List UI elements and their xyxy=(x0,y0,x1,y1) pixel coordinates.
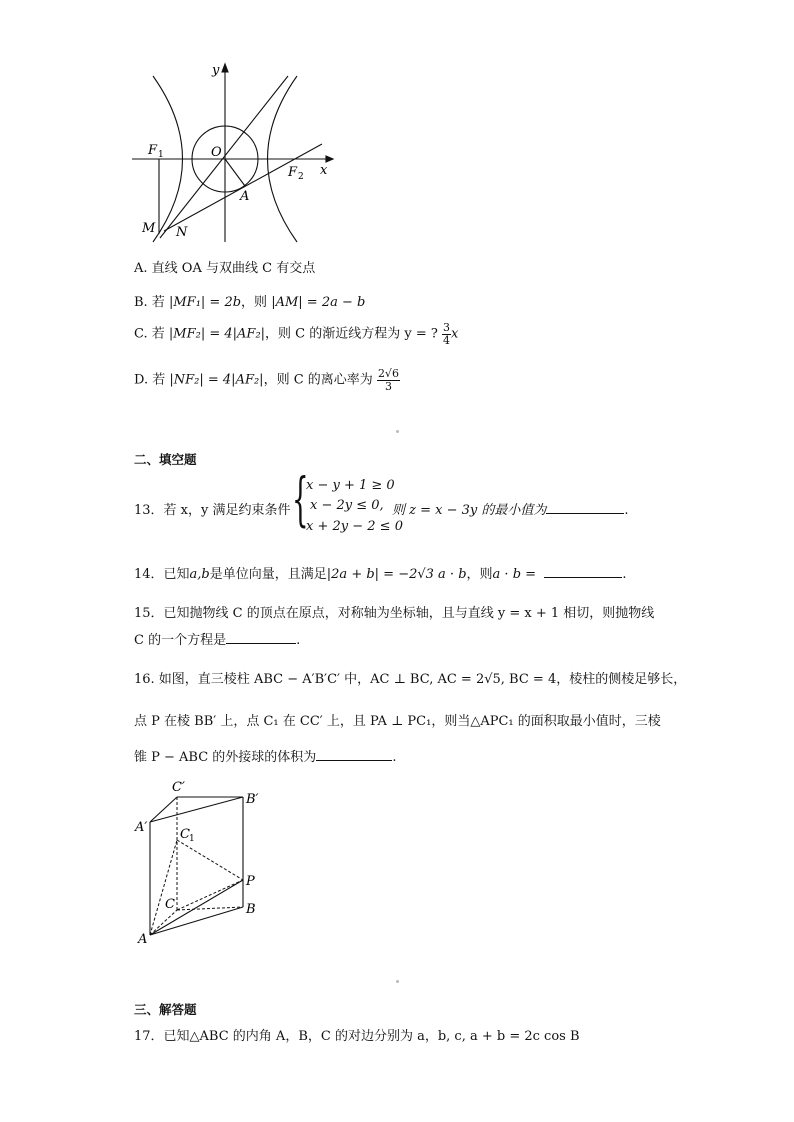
option-D-num: 2√6 xyxy=(377,367,399,380)
label-C1: C xyxy=(180,827,190,842)
q16-end: . xyxy=(392,750,397,765)
option-D-prefix: D. xyxy=(134,372,149,388)
prism-figure xyxy=(130,775,280,950)
label-C1-sub: 1 xyxy=(189,834,195,844)
option-C-t3: x xyxy=(451,326,459,342)
tangent-line-NF2 xyxy=(164,144,322,231)
q14-end: . xyxy=(622,567,627,582)
option-B-prefix: B. xyxy=(134,295,148,310)
option-C xyxy=(134,322,458,346)
label-A: A xyxy=(240,189,250,204)
asymptote-line xyxy=(160,76,288,238)
label-N: N xyxy=(176,225,188,240)
option-A-text: 直线 OA 与双曲线 C 有交点 xyxy=(151,261,316,276)
q13-c2: x − 2y ≤ 0, xyxy=(310,498,384,513)
option-C-den: 4 xyxy=(443,333,451,347)
q14-answer-blank[interactable] xyxy=(544,565,622,578)
option-D-fraction xyxy=(377,368,400,392)
page-dot-2 xyxy=(396,980,399,983)
q13-suffix-line xyxy=(392,499,629,518)
label-C: C xyxy=(165,897,175,912)
q14 xyxy=(134,563,626,582)
label-B: B xyxy=(246,902,256,917)
option-D-den: 3 xyxy=(384,379,392,393)
option-A-prefix: A. xyxy=(134,261,148,276)
q13-answer-blank[interactable] xyxy=(546,501,624,514)
q15-line2: C 的一个方程是 xyxy=(134,633,227,648)
option-B-t1: 若 xyxy=(151,295,165,310)
option-C-num: 3 xyxy=(443,321,451,334)
section3-title: 三、解答题 xyxy=(134,1002,197,1017)
q14-vec: a,b xyxy=(189,567,210,582)
q14-eq: |2a + b| = −2√3 a · b xyxy=(326,567,467,582)
option-C-cond: |MF₂| = 4|AF₂| xyxy=(168,326,266,342)
q16-line2: 点 P 在棱 BB′ 上，点 C₁ 在 CC′ 上，且 PA ⊥ PC₁，则当△APC₁ 的面积取最小值时，三棱 xyxy=(134,714,661,729)
section2-title: 二、填空题 xyxy=(134,452,197,467)
segment-CP xyxy=(177,880,243,910)
q15-line1: 15．已知抛物线 C 的顶点在原点，对称轴为坐标轴，且与直线 y = x + 1 相切，则抛物线 xyxy=(134,606,655,621)
y-axis-arrow xyxy=(222,64,228,72)
q15-answer-blank[interactable] xyxy=(226,631,296,644)
label-P: P xyxy=(246,874,255,889)
option-D-t1: 若 xyxy=(152,372,166,388)
q14-ask: a · b = xyxy=(492,567,537,582)
option-D-cond: |NF₂| = 4|AF₂| xyxy=(169,372,264,388)
segment-C1P xyxy=(177,840,243,880)
option-C-t1: 若 xyxy=(151,326,165,342)
q14-tail: ，则 xyxy=(466,567,493,582)
q15-end: . xyxy=(296,633,301,648)
q13-c3: x + 2y − 2 ≤ 0 xyxy=(306,519,403,534)
option-B-concl: |AM| = 2a − b xyxy=(271,295,366,310)
q15-line2-wrap xyxy=(134,629,300,648)
label-x: x xyxy=(320,163,328,178)
option-B-cond: |MF₁| = 2b xyxy=(168,295,242,310)
segment-AC1 xyxy=(150,840,177,935)
label-M: M xyxy=(142,221,156,236)
edge-AB xyxy=(150,907,243,935)
option-C-t2: ，则 C 的渐近线方程为 y = ? xyxy=(265,326,438,342)
q16-line1: 16. 如图，直三棱柱 ABC − A′B′C′ 中，AC ⊥ BC, AC = 2√5, BC = 4，棱柱的侧棱足够长， xyxy=(134,672,687,687)
segment-OA xyxy=(225,159,245,186)
option-B-t2: ，则 xyxy=(241,295,268,310)
label-O: O xyxy=(211,145,222,160)
page-dot xyxy=(396,430,399,433)
option-B xyxy=(134,291,365,310)
option-D-t2: ，则 C 的离心率为 xyxy=(263,372,373,388)
q16-line3-wrap xyxy=(134,746,396,765)
label-F2-sub: 2 xyxy=(298,172,304,182)
q14-mid: 是单位向量，且满足 xyxy=(209,567,327,582)
q16-answer-blank[interactable] xyxy=(316,748,392,761)
label-Ap: A′ xyxy=(135,820,148,835)
q17-text: 17．已知△ABC 的内角 A，B，C 的对边分别为 a，b, c, a + b = 2c cos B xyxy=(134,1029,580,1044)
q14-prefix: 14．已知 xyxy=(134,567,190,582)
q13-end: . xyxy=(624,503,629,518)
option-D xyxy=(134,368,400,392)
label-F1-sub: 1 xyxy=(158,150,164,160)
q13-prefix: 13．若 x，y 满足约束条件 xyxy=(134,503,291,518)
label-A: A xyxy=(138,932,148,947)
q13-c1: x − y + 1 ≥ 0 xyxy=(306,478,395,493)
q13-suffix: 则 z = x − 3y 的最小值为 xyxy=(392,503,547,518)
x-axis-arrow xyxy=(326,156,333,162)
label-F2: F xyxy=(288,165,298,180)
option-C-fraction xyxy=(442,322,451,346)
option-A xyxy=(134,257,315,276)
option-C-prefix: C. xyxy=(134,326,148,342)
q16-line3: 锥 P − ABC 的外接球的体积为 xyxy=(134,750,317,765)
q13-brace: { xyxy=(292,465,309,533)
q13-constraints xyxy=(292,465,403,538)
hyperbola-figure xyxy=(128,58,338,248)
label-F1: F xyxy=(148,143,158,158)
label-Bp: B′ xyxy=(246,792,259,807)
label-y: y xyxy=(212,63,220,78)
label-Cp: C′ xyxy=(172,780,185,795)
